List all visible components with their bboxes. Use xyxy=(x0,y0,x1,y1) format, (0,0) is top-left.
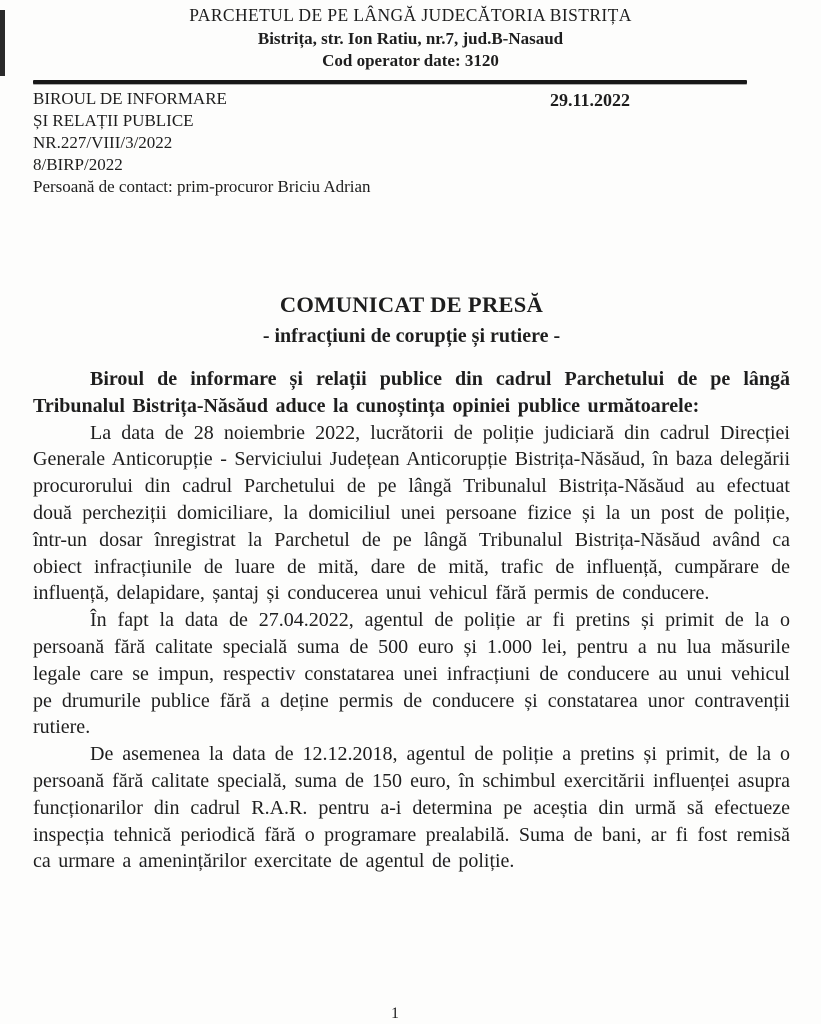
press-release-subtitle: - infracțiuni de corupție și rutiere - xyxy=(262,325,561,348)
document-body xyxy=(33,366,790,875)
title-block xyxy=(33,290,790,349)
meta-left-block xyxy=(33,88,371,198)
meta-section xyxy=(33,88,790,198)
divider-line xyxy=(33,80,747,84)
office-name-line2: ȘI RELAȚII PUBLICE xyxy=(33,111,194,130)
paragraph-fact-2: De asemenea la data de 12.12.2018, agentul de poliție a pretins și primit, de la o persoană fără calitate specială, suma de 150 euro, în schimbul exercitării influenței asupra funcționarilor din cadrul R.A.R. pentru a-i determina pe aceștia din urmă să efectueze inspecția tehnică periodică fără o programare prealabilă. Suma de bani, ar fi fost remisă ca urmare a amenințărilor exercitate de agentul de poliție. xyxy=(33,743,790,873)
document-date: 29.11.2022 xyxy=(549,90,630,110)
office-name-line1: BIROUL DE INFORMARE xyxy=(33,89,227,108)
paragraph-searches: La data de 28 noiembrie 2022, lucrătorii de poliție judiciară din cadrul Direcției Generale Anticorupție - Serviciului Județean Anticorupție Bistrița-Năsăud, în baza delegării procurorului din cadrul Parchetului de pe lângă Tribunalul Bistrița-Năsăud au efectuat două percheziții domiciliare, la domiciliul unei persoane fizice și la un post de poliție, într-un dosar înregistrat la Parchetul de pe lângă Tribunalul Bistrița-Năsăud având ca obiect infracțiunile de luare de mită, dare de mită, trafic de influență, cumpărare de influență, delapidare, șantaj și conducerea unui vehicul fără permis de conducere. xyxy=(33,421,790,605)
contact-person: Persoană de contact: prim-procuror Briciu Adrian xyxy=(33,177,371,196)
letterhead xyxy=(0,0,821,72)
operator-code: Cod operator date: 3120 xyxy=(322,51,499,71)
reference-number-1: NR.227/VIII/3/2022 xyxy=(33,133,173,152)
institution-address: Bistrița, str. Ion Ratiu, nr.7, jud.B-Nasaud xyxy=(257,29,564,48)
paragraph-intro: Biroul de informare și relații publice din cadrul Parchetului de pe lângă Tribunalul Bistrița-Năsăud aduce la cunoștința opiniei publice următoarele: xyxy=(33,368,790,417)
page-number: 1 xyxy=(391,1005,399,1022)
paragraph-fact-1: În fapt la data de 27.04.2022, agentul de poliție ar fi pretins și primit de la o persoană fără calitate specială suma de 500 euro și 1.000 lei, pentru a nu lua măsurile legale care se impun, respectiv constatarea unei infracțiuni de conducere au unui vehicul pe drumurile publice fără a deține permis de conducere și constatarea unor contravenții rutiere. xyxy=(33,609,790,739)
press-release-title: COMUNICAT DE PRESĂ xyxy=(279,292,544,317)
institution-name: PARCHETUL DE PE LÂNGĂ JUDECĂTORIA BISTRIȚA xyxy=(189,5,632,25)
scan-artifact xyxy=(0,10,5,76)
reference-number-2: 8/BIRP/2022 xyxy=(33,155,123,174)
